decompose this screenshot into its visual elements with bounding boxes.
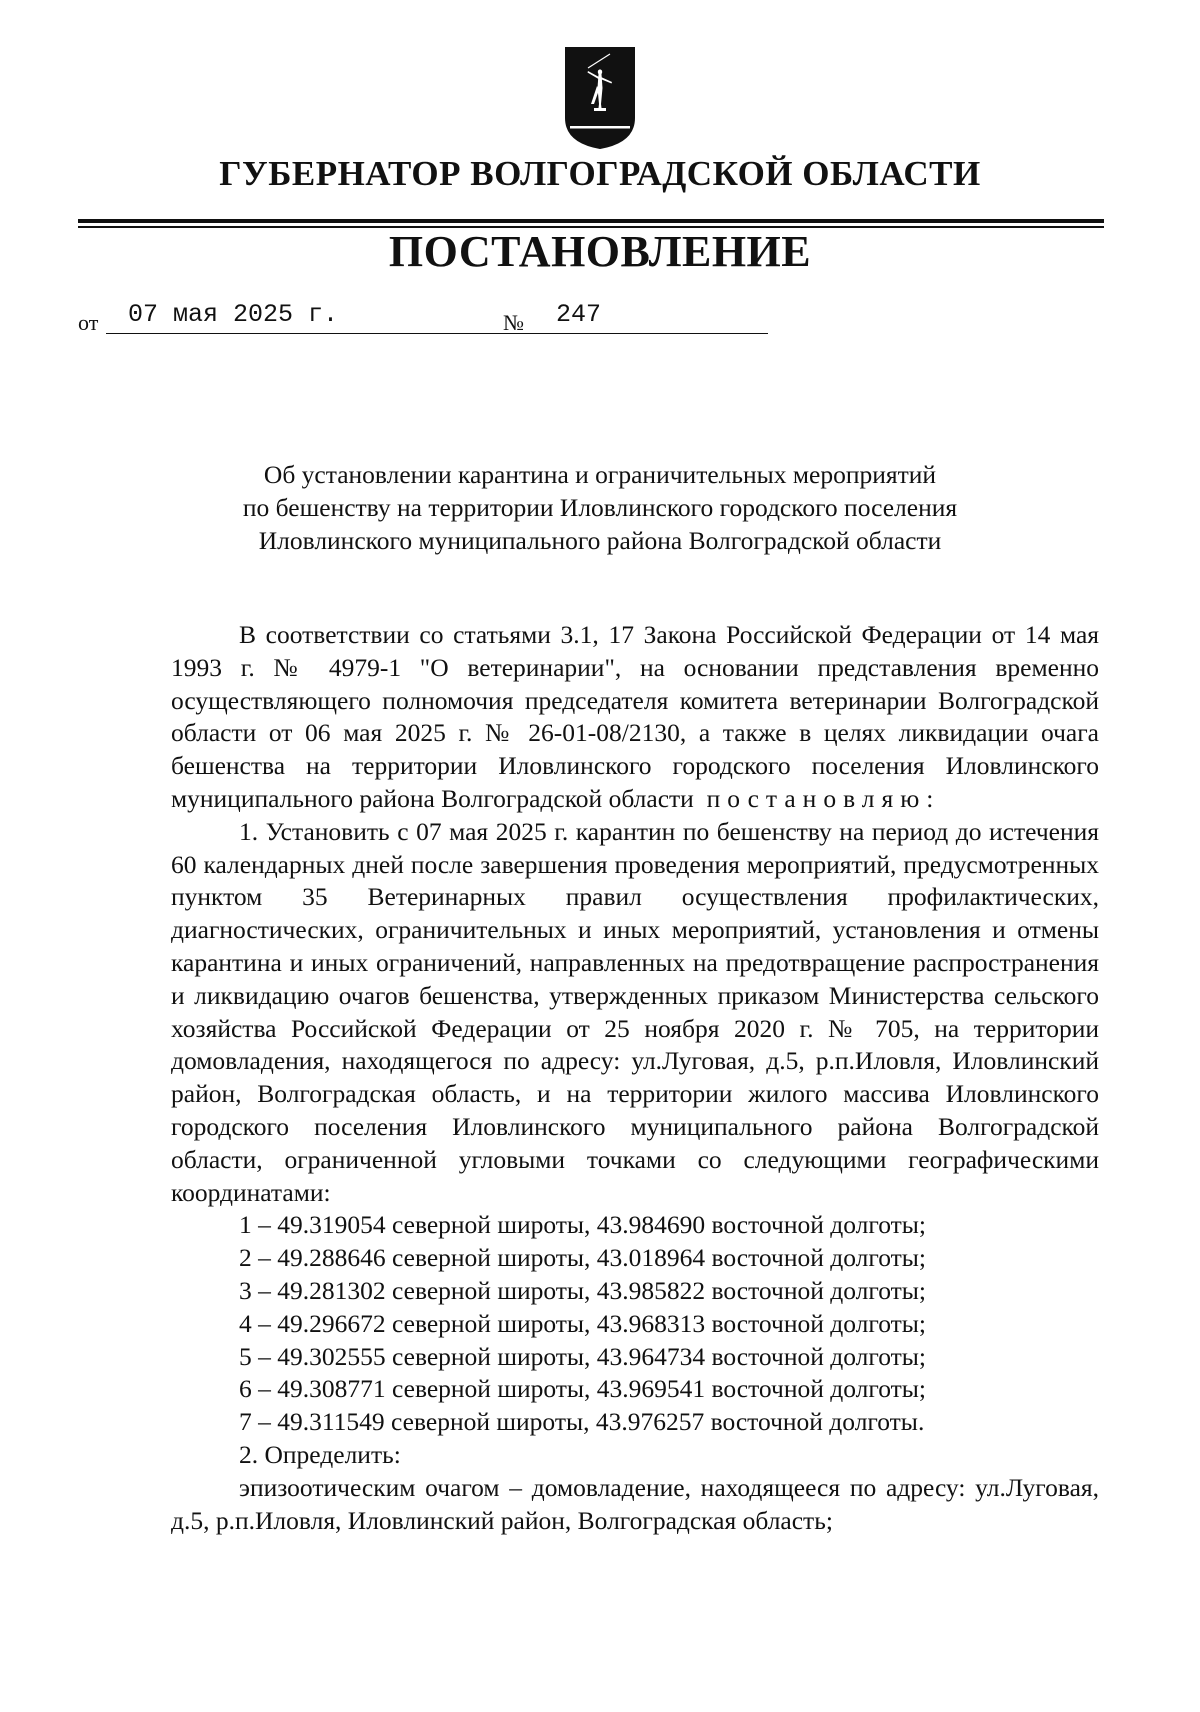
coordinate-point: 3 – 49.281302 северной широты, 43.985822 восточной долготы; <box>239 1275 926 1305</box>
document-body <box>171 619 1099 1537</box>
document-heading <box>0 458 1200 557</box>
item-2-paragraph: 2. Определить: <box>239 1439 401 1469</box>
item-1-paragraph: 1. Установить с 07 мая 2025 г. карантин по бешенству на период до истечения 60 календарных дней после завершения проведения мероприятий, предусмотренных пунктом 35 Ветеринарных правил осуществления профилактических, диагностических, ограничительных и иных мероприятий, установления и отмены карантина и иных ограничений, направленных на предотвращение распространения и ликвидацию очагов бешенства, утвержденных приказом Министерства сельского хозяйства Российской Федерации от 25 ноября 2020 г. № 705, на территории домовладения, находящегося по адресу: ул.Луговая, д.5, р.п.Иловля, Иловлинский район, Волгоградская область, и на территории жилого массива Иловлинского городского поселения Иловлинского муниципального района Волгоградской области, ограниченной угловыми точками со следующими географическими координатами: <box>171 816 1099 1207</box>
date-underline <box>106 333 563 334</box>
heading-line: Об установлении карантина и ограничительных мероприятий <box>263 460 937 489</box>
coordinate-point: 4 – 49.296672 северной широты, 43.968313 восточной долготы; <box>239 1308 926 1338</box>
item-2-text: эпизоотическим очагом – домовладение, находящееся по адресу: ул.Луговая, д.5, р.п.Иловля, Иловлинский район, Волгоградская область; <box>171 1472 1099 1535</box>
number-label: № <box>503 310 524 335</box>
issuer-title: ГУБЕРНАТОР ВОЛГОГРАДСКОЙ ОБЛАСТИ <box>219 154 981 193</box>
document-date: 07 мая 2025 г. <box>128 300 339 329</box>
coordinate-point: 1 – 49.319054 северной широты, 43.984690 восточной долготы; <box>239 1210 926 1240</box>
volgograd-region-coat-of-arms-icon <box>564 46 636 150</box>
date-number-line <box>78 300 778 340</box>
coordinate-point: 7 – 49.311549 северной широты, 43.976257 восточной долготы. <box>239 1407 925 1437</box>
header-divider-thick <box>78 219 1104 223</box>
coordinate-point: 6 – 49.308771 северной широты, 43.969541 восточной долготы; <box>239 1374 926 1404</box>
heading-line: Иловлинского муниципального района Волгоградской области <box>258 526 942 555</box>
document-number: 247 <box>556 300 602 329</box>
document-type-title: ПОСТАНОВЛЕНИЕ <box>388 227 812 276</box>
preamble-text: В соответствии со статьями 3.1, 17 Закона Российской Федерации от 14 мая 1993 г. № 4979-1 "О ветеринарии", на основании представления временно осуществляющего полномочия председателя комитета ветеринарии Волгоградской области от 06 мая 2025 г. № 26-01-08/2130, а также в целях ликвидации очага бешенства на территории Иловлинского городского поселения Иловлинского муниципального района Волгоградской области <box>171 620 1099 813</box>
heading-line: по бешенству на территории Иловлинского городского поселения <box>242 493 958 522</box>
number-underline <box>530 333 768 334</box>
preamble-paragraph <box>171 619 1099 816</box>
decree-word: постановляю: <box>706 783 941 813</box>
coordinate-point: 2 – 49.288646 северной широты, 43.018964 восточной долготы; <box>239 1243 926 1273</box>
date-label: от <box>78 310 99 335</box>
coordinate-point: 5 – 49.302555 северной широты, 43.964734 восточной долготы; <box>239 1341 926 1371</box>
